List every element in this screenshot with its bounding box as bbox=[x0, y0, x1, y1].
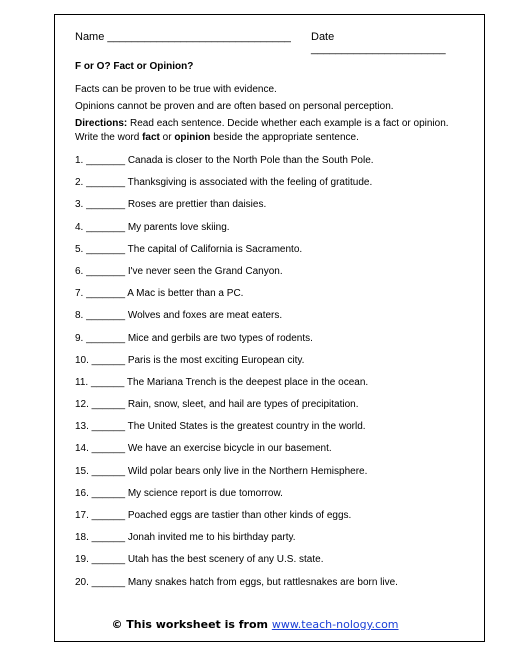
fact-definition: Facts can be proven to be true with evidence. bbox=[75, 84, 277, 95]
list-item: 15. ______ Wild polar bears only live in the Northern Hemisphere. bbox=[75, 465, 368, 477]
directions-label: Directions: bbox=[75, 118, 128, 129]
list-item: 17. ______ Poached eggs are tastier than other kinds of eggs. bbox=[75, 510, 352, 521]
directions-text-1: Read each sentence. Decide whether each example is a fact or opinion. Write the word bbox=[75, 118, 449, 143]
word-opinion: opinion bbox=[174, 131, 211, 143]
list-item: 9. _______ Mice and gerbils are two types of rodents. bbox=[75, 332, 313, 344]
list-item: 19. ______ Utah has the best scenery of any U.S. state. bbox=[75, 554, 324, 566]
list-item: 18. ______ Jonah invited me to his birthday party. bbox=[75, 532, 296, 544]
list-item: 2. _______ Thanksgiving is associated with the feeling of gratitude. bbox=[75, 177, 373, 189]
opinion-definition: Opinions cannot be proven and are often based on personal perception. bbox=[75, 101, 394, 112]
list-item: 12. ______ Rain, snow, sleet, and hail are types of precipitation. bbox=[75, 399, 359, 411]
list-item: 3. _______ Roses are prettier than daisies. bbox=[75, 199, 267, 211]
list-item: 4. _______ My parents love skiing. bbox=[75, 221, 230, 233]
list-item: 16. ______ My science report is due tomorrow. bbox=[75, 487, 283, 499]
list-item: 7. _______ A Mac is better than a PC. bbox=[75, 288, 244, 300]
name-field-label: Name ______________________________ bbox=[75, 31, 291, 43]
sentence-list bbox=[75, 154, 398, 598]
list-item: 14. ______ We have an exercise bicycle in our basement. bbox=[75, 443, 332, 455]
directions-text-2: beside the appropriate sentence. bbox=[210, 131, 359, 143]
website-link[interactable]: www.teach-nology.com bbox=[271, 618, 399, 631]
list-item: 11. ______ The Mariana Trench is the deepest place in the ocean. bbox=[75, 376, 369, 388]
date-field-label: Date ______________________ bbox=[311, 31, 446, 55]
worksheet-title: F or O? Fact or Opinion? bbox=[75, 61, 194, 72]
list-item: 8. _______ Wolves and foxes are meat eaters. bbox=[75, 310, 283, 322]
footer-prefix: © This worksheet is from bbox=[111, 618, 272, 631]
list-item: 13. ______ The United States is the greatest country in the world. bbox=[75, 421, 366, 433]
footer-credit bbox=[0, 618, 510, 631]
list-item: 1. _______ Canada is closer to the North Pole than the South Pole. bbox=[75, 155, 374, 166]
list-item: 5. _______ The capital of California is Sacramento. bbox=[75, 243, 303, 255]
directions bbox=[75, 117, 465, 144]
list-item: 6. _______ I've never seen the Grand Canyon. bbox=[75, 265, 283, 277]
word-fact: fact bbox=[142, 131, 160, 143]
list-item: 20. ______ Many snakes hatch from eggs, but rattlesnakes are born live. bbox=[75, 576, 398, 588]
list-item: 10. ______ Paris is the most exciting European city. bbox=[75, 354, 305, 366]
directions-or: or bbox=[159, 131, 175, 143]
